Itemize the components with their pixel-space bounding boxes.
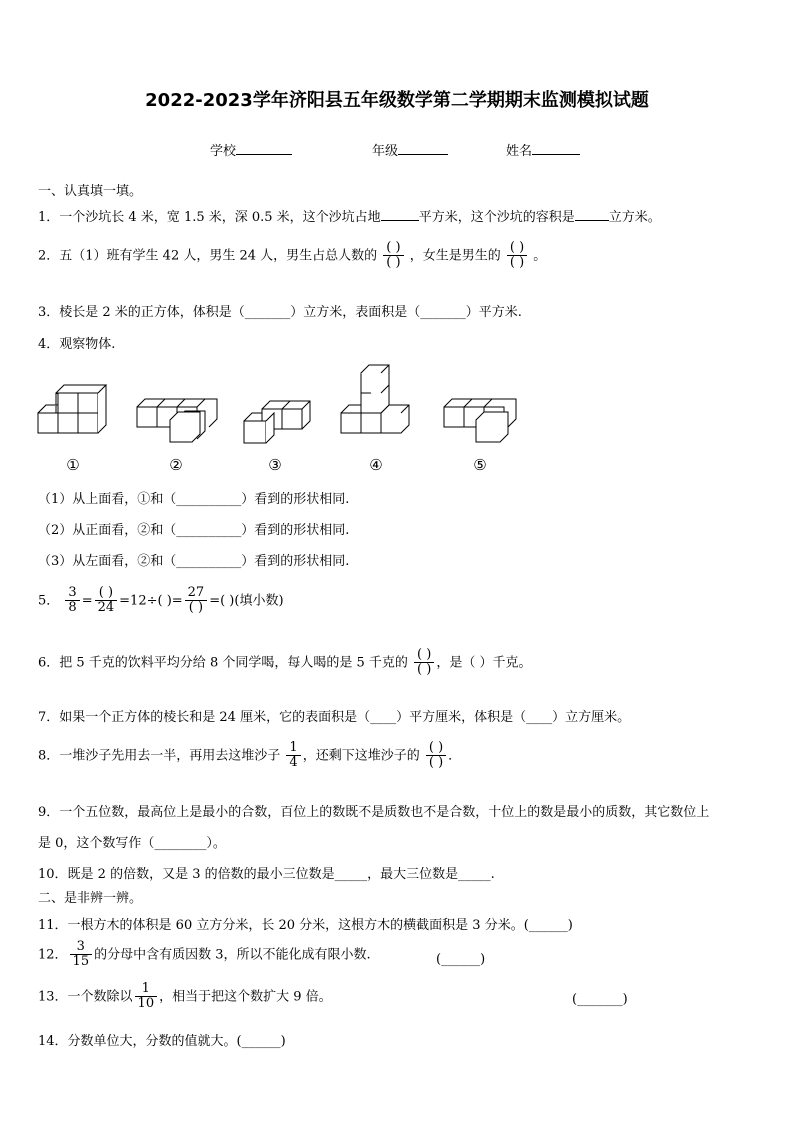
question-12: 12． $\frac{3}{15}$ 的分母中含有质因数 3，所以不能化成有限小数. xyxy=(38,939,371,970)
question-2: 2．五（1）班有学生 42 人，男生 24 人，男生占总人数的 $\frac{( )}{( )}$ ，女生是男生的 $\frac{( )}{( )}$ 。 xyxy=(38,240,547,271)
question-6: 6．把 5 千克的饮料平均分给 8 个同学喝，每人喝的是 5 千克的 $\frac{( )}{( )}$ ，是（ ）千克。 xyxy=(38,647,532,678)
grade-blank[interactable] xyxy=(398,140,448,155)
figure-label-5: ⑤ xyxy=(473,456,487,474)
question-8: 8．一堆沙子先用去一半，再用去这堆沙子 $\frac{1}{4}$ ，还剩下这堆沙子的 $\frac{( )}{( )}$ ． xyxy=(38,740,462,771)
q1-blank-area[interactable] xyxy=(381,208,419,221)
grade-field[interactable] xyxy=(372,140,448,159)
question-4-part-3: （3）从左面看，②和（__________）看到的形状相同. xyxy=(38,554,350,569)
school-label: 学校 xyxy=(210,144,237,159)
figure-label-3: ③ xyxy=(268,456,282,474)
question-4-part-1: （1）从上面看，①和（__________）看到的形状相同. xyxy=(38,492,350,507)
figure-label-2: ② xyxy=(169,456,183,474)
q6-fraction[interactable]: $\frac{( )}{( )}$ xyxy=(414,648,434,678)
q2-fraction-2[interactable]: $\frac{( )}{( )}$ xyxy=(507,241,527,271)
school-blank[interactable] xyxy=(236,140,292,155)
question-3: 3．棱长是 2 米的正方体，体积是（_______）立方米，表面积是（_______）平方米. xyxy=(38,305,522,320)
cube-figure-2 xyxy=(137,399,217,442)
page-title: 2022-2023学年济阳县五年级数学第二学期期末监测模拟试题 xyxy=(145,90,649,111)
school-field[interactable] xyxy=(210,140,292,159)
figure-label-1: ① xyxy=(66,456,80,474)
q1-blank-volume[interactable] xyxy=(575,208,609,221)
name-field[interactable] xyxy=(506,140,580,159)
q13-answer-paren[interactable]: (_______) xyxy=(572,992,628,1007)
q2-fraction-1[interactable]: $\frac{( )}{( )}$ xyxy=(383,241,403,271)
section-1-heading: 一、认真填一填。 xyxy=(38,184,143,199)
name-blank[interactable] xyxy=(532,140,580,155)
question-10: 10．既是 2 的倍数，又是 3 的倍数的最小三位数是_____，最大三位数是_____. xyxy=(38,867,495,882)
question-5: 5． $\frac{3}{8}$ = $\frac{( )}{24}$ =12÷( )= $\frac{27}{( )}$ =( )(填小数) xyxy=(38,585,284,616)
q12-fraction: $\frac{3}{15}$ xyxy=(70,940,93,970)
cube-figure-1 xyxy=(38,385,106,433)
q5-fraction-1: $\frac{3}{8}$ xyxy=(65,586,79,616)
name-label: 姓名 xyxy=(506,144,533,159)
q5-fraction-2[interactable]: $\frac{( )}{24}$ xyxy=(95,586,118,616)
figure-label-4: ④ xyxy=(369,456,383,474)
cube-figure-3 xyxy=(244,401,310,443)
question-7: 7．如果一个正方体的棱长和是 24 厘米，它的表面积是（____）平方厘米，体积是（____）立方厘米。 xyxy=(38,710,631,725)
grade-label: 年级 xyxy=(372,144,399,159)
question-9-line-2: 是 0，这个数写作（________）。 xyxy=(38,836,226,851)
q13-fraction: $\frac{1}{10}$ xyxy=(135,982,158,1012)
cube-figure-5 xyxy=(444,399,516,442)
q8-fraction-quarter: $\frac{1}{4}$ xyxy=(286,741,300,771)
question-14: 14．分数单位大，分数的值就大。(______) xyxy=(38,1034,286,1049)
question-13: 13．一个数除以 $\frac{1}{10}$ ，相当于把这个数扩大 9 倍。 xyxy=(38,981,332,1012)
question-4-part-2: （2）从正面看，②和（__________）看到的形状相同. xyxy=(38,523,350,538)
cube-figure-4 xyxy=(341,365,409,433)
section-2-heading: 二、是非辨一辨。 xyxy=(38,891,143,906)
q5-division-blank[interactable]: =12÷( )= xyxy=(119,593,183,609)
question-9-line-1: 9．一个五位数，最高位上是最小的合数，百位上的数既不是质数也不是合数，十位上的数是最小的质数，其它数位上 xyxy=(38,805,710,820)
question-4: 4．观察物体. xyxy=(38,337,116,352)
q8-fraction-answer[interactable]: $\frac{( )}{( )}$ xyxy=(426,741,446,771)
question-1: 1．一个沙坑长 4 米，宽 1.5 米，深 0.5 米，这个沙坑占地 平方米，这个沙坑的容积是 立方米。 xyxy=(38,210,661,225)
q12-answer-paren[interactable]: (______) xyxy=(436,952,486,967)
question-11: 11．一根方木的体积是 60 立方分米，长 20 分米，这根方木的横截面积是 3 分米。(______) xyxy=(38,918,573,933)
q5-fraction-3[interactable]: $\frac{27}{( )}$ xyxy=(185,586,208,616)
q5-decimal-blank[interactable]: =( )(填小数) xyxy=(209,593,284,609)
cube-figures xyxy=(0,360,794,480)
